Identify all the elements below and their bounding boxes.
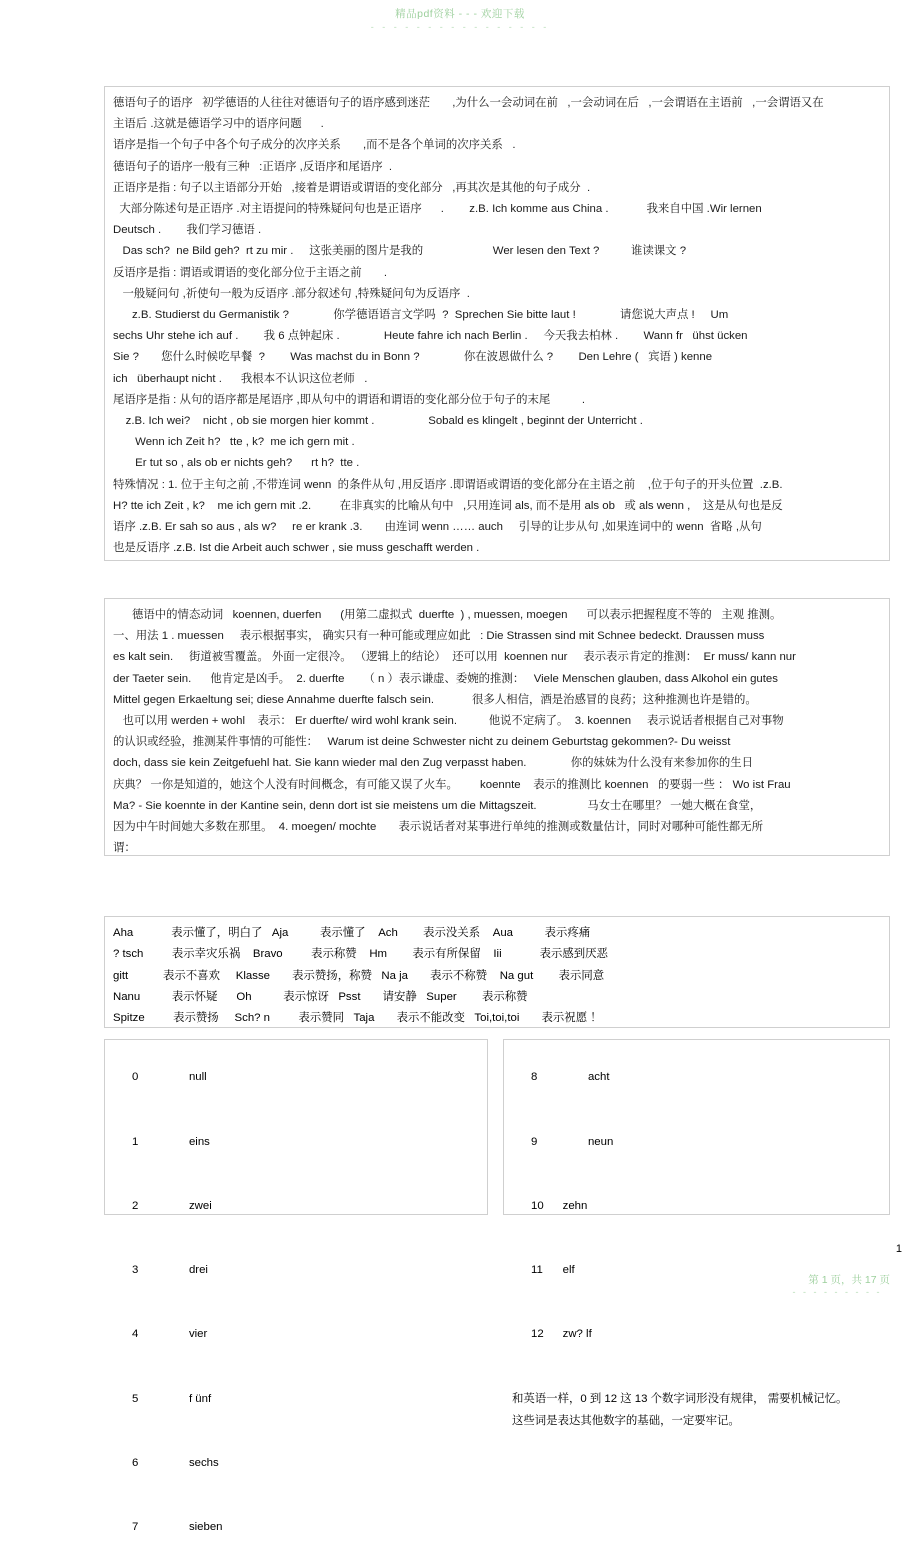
modal-verbs-line: 因为中午时间她大多数在那里。 4. moegen/ mochte 表示说话者对某事进行单纯的推测或数量估计，同时对哪种可能性都无所	[113, 821, 763, 834]
number-digit: 12	[531, 1328, 544, 1341]
number-digit: 3	[132, 1264, 139, 1277]
number-word: eins	[188, 1135, 210, 1148]
word-order-line: H? tte ich Zeit , k? me ich gern mit .2. 在非真实的比喻从句中 ,只用连词 als, 而不是用 als ob 或 als wenn , 这是从句也是反	[113, 499, 783, 512]
number-row	[512, 1110, 881, 1174]
interjection-row: Nanu 表示怀疑 Oh 表示惊讶 Psst 请安静 Super 表示称赞	[113, 990, 528, 1003]
number-digit: 1	[132, 1135, 139, 1148]
modal-verbs-line: 也可以用 werden + wohl 表示： Er duerfte/ wird wohl krank sein. 他说不定病了。 3. koennen 表示说话者根据自己对事物	[113, 715, 784, 728]
number-row	[113, 1110, 479, 1174]
word-order-line: 语序 .z.B. Er sah so aus , als w? re er krank .3. 由连词 wenn …… auch 引导的让步从句 ,如果连词中的 wenn 省略 ,从句	[113, 521, 762, 534]
word-order-line: 正语序是指 : 句子以主语部分开始 ,接着是谓语或谓语的变化部分 ,再其次是其他的句子成分 .	[113, 181, 591, 194]
word-order-line: 语序是指一个句子中各个句子成分的次序关系 ,而不是各个单词的次序关系 .	[113, 139, 516, 152]
modal-verbs-line: 德语中的情态动词 koennen, duerfen (用第二虚拟式 duerfte ) , muessen, moegen 可以表示把握程度不等的 主观 推测。	[113, 609, 782, 621]
number-digit: 2	[132, 1199, 139, 1212]
number-row	[113, 1174, 479, 1238]
modal-verbs-line: es kalt sein. 街道被雪覆盖。 外面一定很冷。 （逻辑上的结论） 还可以用 koennen nur 表示表示肯定的推测： Er muss/ kann nur	[113, 651, 796, 664]
interjection-row: Aha 表示懂了，明白了 Aja 表示懂了 Ach 表示没关系 Aua 表示疼痛	[113, 927, 591, 939]
interjection-row: gitt 表示不喜欢 Klasse 表示赞扬，称赞 Na ja 表示不称赞 Na gut 表示同意	[113, 969, 605, 982]
number-row	[113, 1496, 479, 1560]
number-word: zwei	[188, 1199, 212, 1212]
number-word: sechs	[188, 1456, 219, 1469]
modal-verbs-line: 谓：	[113, 842, 136, 855]
word-order-line: 大部分陈述句是正语序 .对主语提问的特殊疑问句也是正语序 . z.B. Ich komme aus China . 我来自中国 .Wir lernen	[113, 203, 762, 216]
number-digit: 6	[132, 1456, 139, 1469]
bottom-watermark	[0, 1272, 920, 1297]
modal-verbs-line: 的认识或经验，推测某件事情的可能性： Warum ist deine Schwester nicht zu deinem Geburtstag gekommen?- Du weisst	[113, 736, 731, 749]
number-word: null	[188, 1071, 207, 1084]
interjection-row: ? tsch 表示幸灾乐祸 Bravo 表示称赞 Hm 表示有所保留 Iii 表示感到厌恶	[113, 948, 608, 961]
top-watermark-text: 精品pdf资料 - - - 欢迎下载	[395, 8, 525, 20]
number-row	[113, 1367, 479, 1431]
word-order-line: 尾语序是指 : 从句的语序都是尾语序 ,即从句中的谓语和谓语的变化部分位于句子的末尾 .	[113, 393, 586, 406]
word-order-line: 德语句子的语序一般有三种 :正语序 ,反语序和尾语序 .	[113, 160, 393, 173]
top-watermark	[0, 6, 920, 32]
number-digit: 10	[531, 1199, 544, 1212]
bottom-watermark-text: 第 1 页，共 17 页	[808, 1274, 890, 1286]
word-order-line: 主语后 .这就是德语学习中的语序问题 .	[113, 118, 324, 131]
word-order-line: 也是反语序 .z.B. Ist die Arbeit auch schwer , sie muss geschafft werden .	[113, 542, 480, 555]
numbers-note-line: 和英语一样，0 到 12 这 13 个数字词形没有规律， 需要机械记忆。	[512, 1393, 848, 1406]
number-row	[512, 1303, 881, 1367]
modal-verbs-line: doch, dass sie kein Zeitgefuehl hat. Sie kann wieder mal den Zug verpasst haben. 你的妹妹为什么没有来参加你的生日	[113, 757, 754, 770]
number-digit: 11	[531, 1264, 543, 1277]
number-row	[113, 1046, 479, 1110]
modal-verbs-line: Mittel gegen Erkaeltung sei; diese Annahme duerfte falsch sein. 很多人相信，酒是治感冒的良药；这种推测也许是错的。	[113, 693, 757, 706]
word-order-line: z.B. Studierst du Germanistik ? 你学德语语言文学吗 ? Sprechen Sie bitte laut ! 请您说大声点 ! Um	[113, 309, 729, 322]
word-order-line: ich überhaupt nicht . 我根本不认识这位老师 .	[113, 372, 368, 385]
word-order-line: Sie ? 您什么时候吃早餐 ? Was machst du in Bonn ? 你在波恩做什么 ? Den Lehre ( 宾语 ) kenne	[113, 351, 713, 364]
top-watermark-dots: - - - - - - - - - - - - - - - -	[370, 22, 550, 32]
number-row	[512, 1046, 881, 1110]
word-order-line: Er tut so , als ob er nichts geh? rt h? tte .	[113, 457, 360, 470]
modal-verbs-line: 一、用法 1 . muessen 表示根据事实， 确实只有一种可能或理应如此 : Die Strassen sind mit Schnee bedeckt. Draussen muss	[113, 630, 765, 643]
modal-verbs-section	[104, 598, 890, 856]
interjections-section	[104, 916, 890, 1028]
number-word: sieben	[188, 1520, 223, 1533]
word-order-line: z.B. Ich wei? nicht , ob sie morgen hier kommt . Sobald es klingelt , beginnt der Unterricht .	[113, 415, 643, 428]
number-row	[113, 1431, 479, 1495]
numbers-table-left	[104, 1039, 488, 1533]
number-digit: 4	[132, 1328, 139, 1341]
number-digit: 7	[132, 1520, 139, 1533]
number-word: vier	[188, 1328, 208, 1341]
word-order-section	[104, 86, 890, 561]
word-order-line: 德语句子的语序 初学德语的人往往对德语句子的语序感到迷茫 ,为什么一会动词在前 ,一会动词在后 ,一会谓语在主语前 ,一会谓语又在	[113, 97, 824, 109]
number-word: elf	[562, 1264, 575, 1277]
word-order-line: Wenn ich Zeit h? tte , k? me ich gern mit .	[113, 436, 355, 449]
number-word: neun	[587, 1135, 614, 1148]
number-word: zehn	[562, 1199, 588, 1212]
modal-verbs-line: Ma? - Sie koennte in der Kantine sein, denn dort ist sie meistens um die Mittagszeit. 马女士在哪里？ 一她大概在食堂，	[113, 799, 762, 812]
number-digit: 0	[132, 1071, 139, 1084]
modal-verbs-line: 庆典？ 一你是知道的，她这个人没有时间概念，有可能又误了火车。 koennte 表示的推测比 koennen 的要弱一些 ： Wo ist Frau	[113, 778, 791, 791]
word-order-line: Deutsch . 我们学习德语 .	[113, 224, 262, 237]
modal-verbs-line: der Taeter sein. 他肯定是凶手。 2. duerfte （ n ）表示谦虚、委婉的推测： Viele Menschen glauben, dass Alkohol ein gutes	[113, 672, 778, 685]
word-order-line: Das sch? ne Bild geh? rt zu mir . 这张美丽的图片是我的 Wer lesen den Text ? 谁读课文 ?	[113, 245, 687, 258]
word-order-line: 反语序是指 : 谓语或谓语的变化部分位于主语之前 .	[113, 266, 388, 279]
number-digit: 5	[132, 1392, 139, 1405]
word-order-line: 特殊情况 : 1. 位于主句之前 ,不带连词 wenn 的条件从句 ,用反语序 .即谓语或谓语的变化部分在主语之前 ,位于句子的开头位置 .z.B.	[113, 478, 783, 491]
interjection-row: Spitze 表示赞扬 Sch? n 表示赞同 Taja 表示不能改变 Toi,toi,toi 表示祝愿 ！	[113, 1012, 602, 1025]
number-digit: 9	[531, 1135, 538, 1148]
number-row	[512, 1174, 881, 1238]
number-word: drei	[188, 1264, 208, 1277]
number-word: acht	[587, 1071, 610, 1084]
numbers-note-line: 这些词是表达其他数字的基础，一定要牢记。	[512, 1414, 740, 1427]
bottom-watermark-dots: - - - - - - - - -	[792, 1287, 882, 1297]
number-digit: 8	[531, 1071, 538, 1084]
number-row	[113, 1303, 479, 1367]
number-word: f ünf	[188, 1392, 212, 1405]
word-order-line: sechs Uhr stehe ich auf . 我 6 点钟起床 . Heute fahre ich nach Berlin . 今天我去柏林 . Wann fr ühst ücken	[113, 330, 748, 343]
number-word: zw? lf	[562, 1328, 592, 1341]
word-order-line: 一般疑问句 ,祈使句一般为反语序 .部分叙述句 ,特殊疑问句为反语序 .	[113, 287, 470, 300]
page-number: 1	[895, 1243, 902, 1255]
